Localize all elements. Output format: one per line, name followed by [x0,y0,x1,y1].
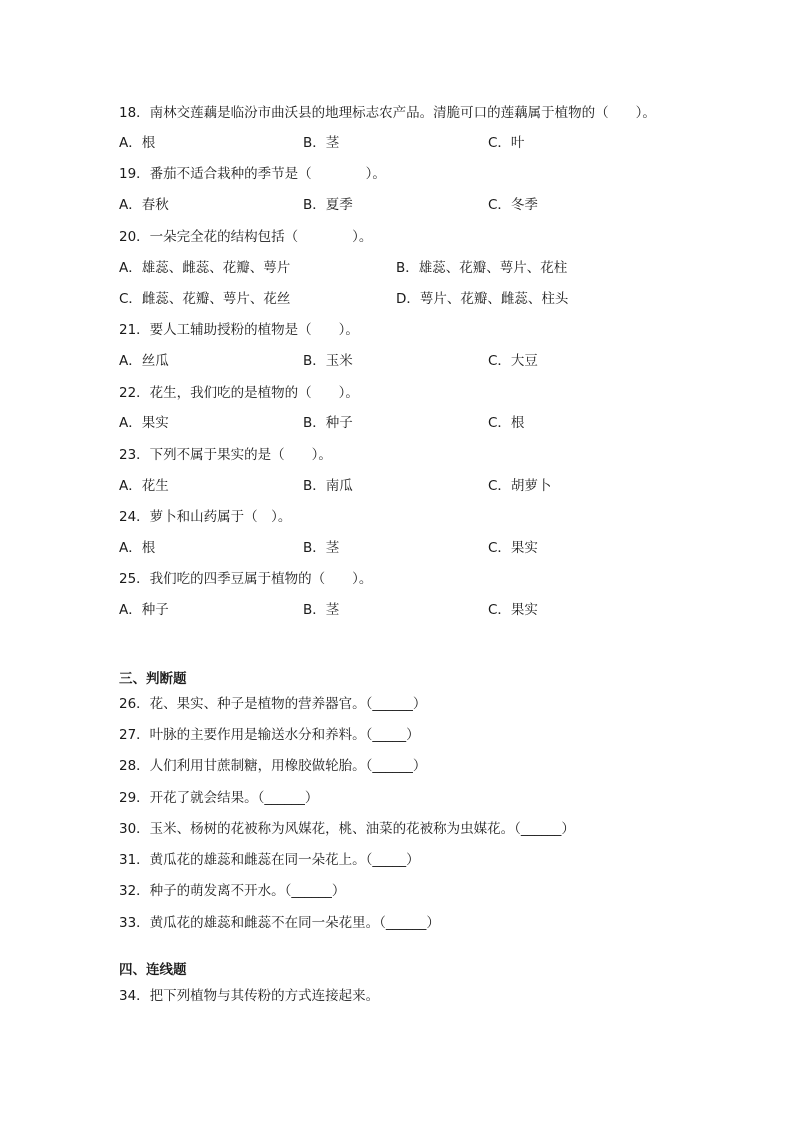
option-c: C．果实 [488,602,538,618]
option-b: B．南瓜 [303,478,353,494]
option-a: A．雄蕊、雌蕊、花瓣、萼片 [119,260,291,276]
judge-item: 28．人们利用甘蔗制糖，用橡胶做轮胎。（______） [119,758,427,774]
option-c: C．大豆 [488,353,538,369]
question-20: 20．一朵完全花的结构包括（ ）。 [119,229,373,245]
option-b: B．玉米 [303,353,353,369]
judge-item: 33．黄瓜花的雄蕊和雌蕊不在同一朵花里。（______） [119,915,440,931]
judge-item: 30．玉米、杨树的花被称为风媒花，桃、油菜的花被称为虫媒花。（______） [119,821,575,837]
judge-item: 26．花、果实、种子是植物的营养器官。（______） [119,696,427,712]
question-21: 21．要人工辅助授粉的植物是（ ）。 [119,322,359,338]
option-b: B．种子 [303,415,353,431]
question-25-options [119,601,734,619]
section-title-judge: 三、判断题 [119,671,187,687]
option-c: C．根 [488,415,525,431]
option-b: B．茎 [303,602,340,618]
question-18-options [119,134,734,152]
judge-item: 29．开花了就会结果。（______） [119,790,319,806]
option-a: A．种子 [119,602,169,618]
option-c: C．雌蕊、花瓣、萼片、花丝 [119,291,291,307]
question-21-options [119,352,734,370]
option-b: B．茎 [303,540,340,556]
option-a: A．春秋 [119,197,169,213]
option-c: C．胡萝卜 [488,478,552,494]
option-a: A．丝瓜 [119,353,169,369]
option-c: C．叶 [488,135,525,151]
option-c: C．冬季 [488,197,538,213]
question-20-options-row1 [119,259,734,277]
question-24-options [119,539,734,557]
match-item: 34．把下列植物与其传粉的方式连接起来。 [119,988,380,1004]
judge-item: 32．种子的萌发离不开水。（______） [119,883,346,899]
section-title-match: 四、连线题 [119,962,187,978]
option-b: B．茎 [303,135,340,151]
question-22: 22．花生，我们吃的是植物的（ ）。 [119,385,359,401]
option-a: A．根 [119,135,156,151]
question-19: 19．番茄不适合栽种的季节是（ ）。 [119,166,386,182]
question-20-options-row2 [119,290,734,308]
question-23: 23．下列不属于果实的是（ ）。 [119,447,332,463]
option-a: A．果实 [119,415,169,431]
question-23-options [119,477,734,495]
judge-item: 31．黄瓜花的雄蕊和雌蕊在同一朵花上。（_____） [119,852,420,868]
question-24: 24．萝卜和山药属于（ ）。 [119,509,292,525]
judge-item: 27．叶脉的主要作用是输送水分和养料。（_____） [119,727,420,743]
option-c: C．果实 [488,540,538,556]
question-25: 25．我们吃的四季豆属于植物的（ ）。 [119,571,373,587]
option-b: B．夏季 [303,197,353,213]
option-a: A．花生 [119,478,169,494]
question-18: 18．南林交莲藕是临汾市曲沃县的地理标志农产品。清脆可口的莲藕属于植物的（ ）。 [119,105,656,121]
option-a: A．根 [119,540,156,556]
question-22-options [119,414,734,432]
question-19-options [119,196,734,214]
option-d: D．萼片、花瓣、雌蕊、柱头 [396,291,569,307]
option-b: B．雄蕊、花瓣、萼片、花柱 [396,260,568,276]
